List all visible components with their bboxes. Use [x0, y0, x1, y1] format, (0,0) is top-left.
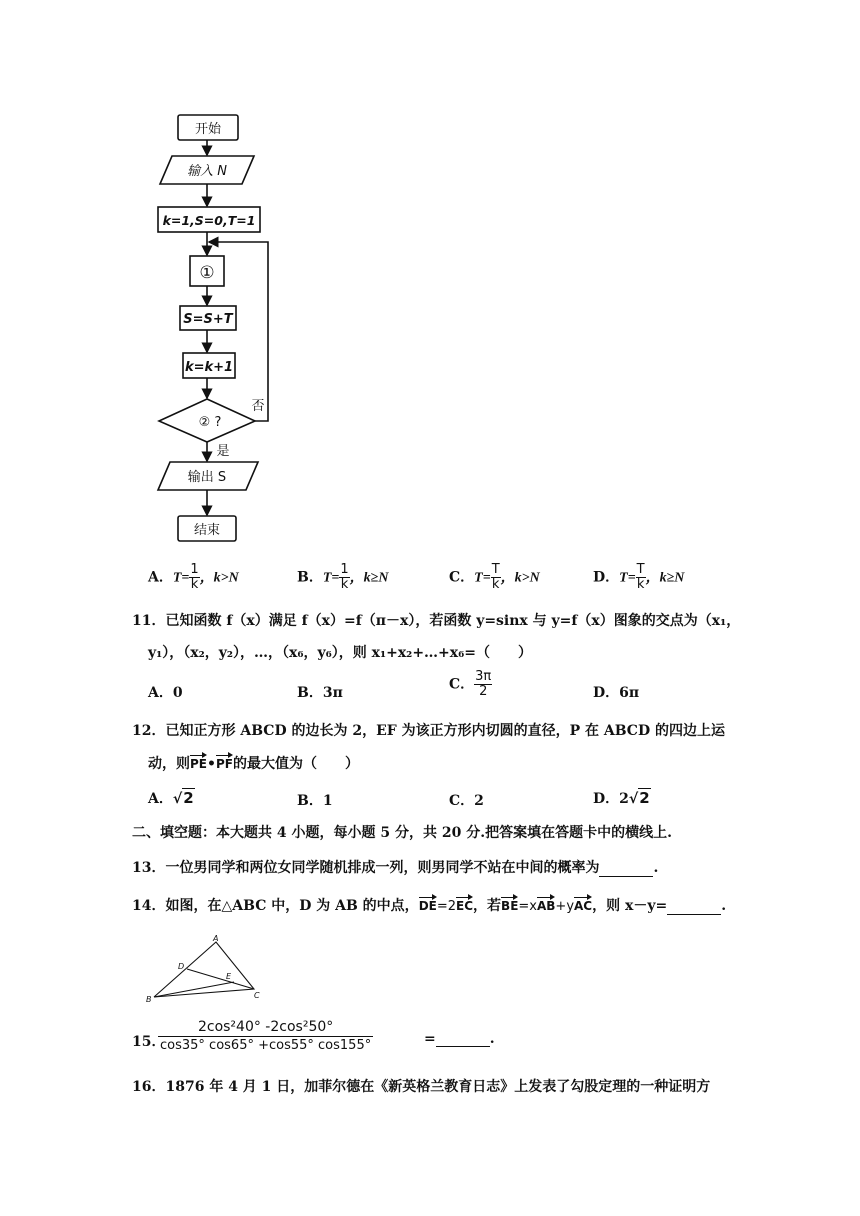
- q13-answer-blank[interactable]: [599, 860, 653, 877]
- point-c-label: C: [254, 991, 260, 1000]
- q12-line1: 12．已知正方形 ABCD 的边长为 2，EF 为该正方形内切圆的直径，P 在 ABCD 的四边上运: [132, 723, 725, 739]
- condition-label: ② ?: [198, 415, 222, 430]
- q15-numerator: 2cos²40° -2cos²50°: [158, 1018, 373, 1037]
- incr-label: k=k+1: [184, 360, 234, 375]
- end-label: 结束: [193, 523, 221, 538]
- q10-option-a: A．T= $\frac{1}{k}$ ，k>N: [148, 562, 239, 592]
- output-label: 输出 S: [187, 470, 227, 485]
- q15-answer: = .: [424, 1031, 495, 1047]
- q12-option-d: D．2√2: [593, 789, 650, 807]
- init-label: k=1,S=0,T=1: [162, 213, 256, 228]
- q14: 14．如图，在△ABC 中，D 为 AB 的中点，DE=2EC，若BE=xAB+yAC，则 x－y= .: [132, 898, 727, 914]
- section-2-heading: 二、填空题：本大题共 4 小题，每小题 5 分，共 20 分.把答案填在答题卡中的横线上.: [132, 825, 672, 841]
- q12-option-b: B．1: [297, 793, 333, 809]
- q11-option-a: A．0: [148, 685, 183, 701]
- q14-answer-blank[interactable]: [667, 898, 721, 915]
- q12-option-c: C．2: [449, 793, 484, 809]
- point-b-label: B: [146, 995, 152, 1004]
- q10-option-c: C．T= $\frac{T}{k}$ ，k>N: [449, 562, 540, 592]
- q15-answer-blank[interactable]: [436, 1030, 490, 1047]
- q15-denominator: cos35° cos65° +cos55° cos155°: [160, 1038, 372, 1053]
- q11-option-d: D．6π: [593, 685, 640, 701]
- yes-label: 是: [216, 444, 230, 459]
- q10-option-b: B．T= $\frac{1}{k}$ ，k≥N: [297, 562, 389, 592]
- q13: 13．一位男同学和两位女同学随机排成一列，则男同学不站在中间的概率为 .: [132, 860, 659, 876]
- triangle-figure: [144, 934, 268, 1006]
- sum-label: S=S+T: [183, 312, 233, 327]
- q16-line1: 16．1876 年 4 月 1 日，加菲尔德在《新英格兰教育日志》上发表了勾股定理的一种证明方: [132, 1079, 711, 1095]
- point-a-label: A: [213, 934, 219, 943]
- input-label: 输入 N: [187, 164, 227, 179]
- flowchart: [150, 108, 300, 548]
- no-label: 否: [251, 399, 265, 414]
- start-label: 开始: [194, 122, 222, 137]
- point-d-label: D: [178, 962, 185, 971]
- q12-line2: 动，则PE•PF的最大值为（ ）: [148, 756, 359, 772]
- point-e-label: E: [226, 972, 232, 981]
- q10-option-d: D．T= $\frac{T}{k}$ ，k≥N: [593, 562, 685, 592]
- q11-option-c: C． $\frac{3\pi}{2}$: [449, 669, 492, 699]
- q15-label: 15．: [132, 1034, 166, 1050]
- q11-line2: y₁），（x₂，y₂），…，（x₆，y₆），则 x₁+x₂+…+x₆=（ ）: [148, 645, 532, 661]
- q15-fraction: [158, 1018, 373, 1055]
- q12-option-a: A．√2: [148, 789, 194, 807]
- q11-option-b: B．3π: [297, 685, 343, 701]
- q11-line1: 11．已知函数 f（x）满足 f（x）=f（π－x），若函数 y=sinx 与 y=f（x）图象的交点为（x₁，: [132, 613, 741, 629]
- step1-label: ①: [199, 263, 215, 283]
